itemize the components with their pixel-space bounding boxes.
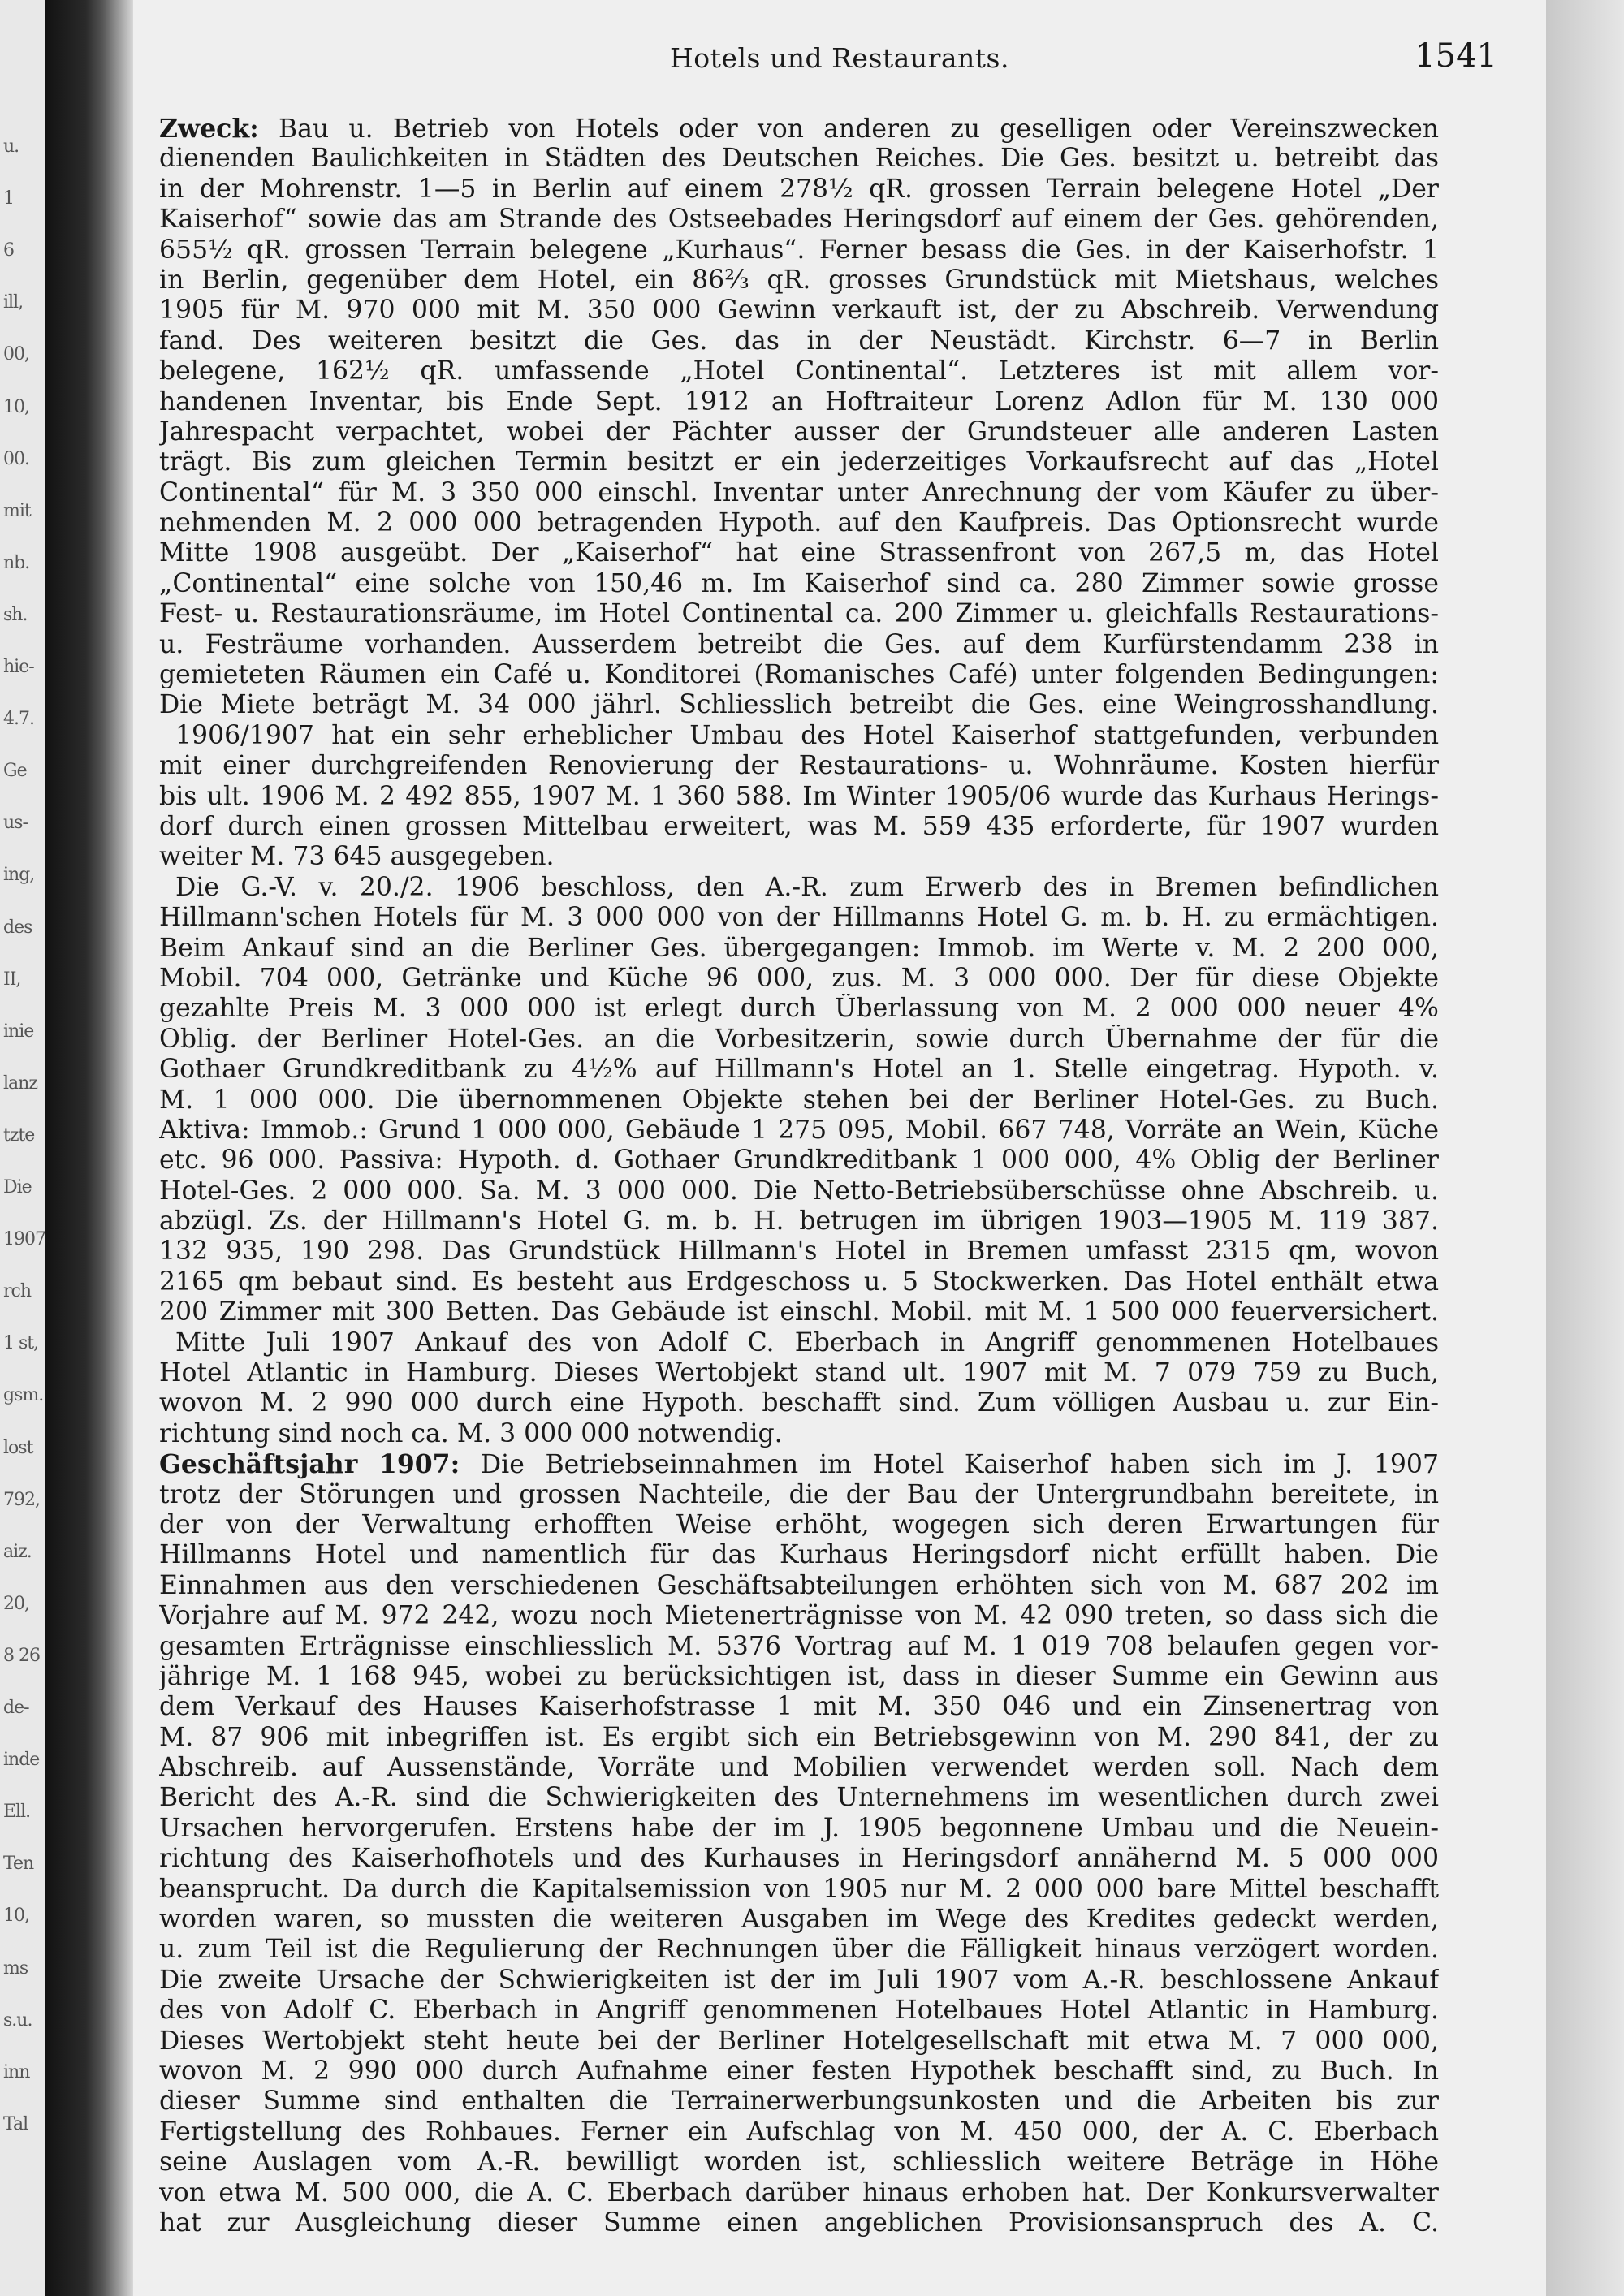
margin-fragment: 792, (3, 1489, 40, 1510)
line-text: Dieses Wertobjekt steht heute bei der Berliner Hotelgesellschaft mit etwa M. 7 000 000, (159, 2026, 1439, 2056)
line-text: Vorjahre auf M. 972 242, wozu noch Mietenerträgnisse von M. 42 090 treten, so dass sich die (159, 1601, 1439, 1631)
margin-fragment: inde (3, 1750, 40, 1771)
text-line (159, 751, 1439, 781)
margin-fragment: 00, (3, 344, 29, 365)
line-text: etc. 96 000. Passiva: Hypoth. d. Gothaer Grundkreditbank 1 000 000, 4% Oblig der Berliner (159, 1146, 1439, 1176)
line-text: Kaiserhof“ sowie das am Strande des Ostseebades Heringsdorf auf einem der Ges. gehörenden, (159, 205, 1439, 235)
line-text: seine Auslagen vom A.-R. bewilligt worden ist, schliesslich weitere Beträge in Höhe (159, 2147, 1439, 2177)
text-line (159, 296, 1439, 326)
text-line (159, 235, 1439, 265)
line-text: Die G.-V. v. 20./2. 1906 beschloss, den A.-R. zum Erwerb des in Bremen befindlichen (175, 872, 1439, 902)
margin-fragment: ill, (3, 292, 24, 313)
text-line (159, 690, 1439, 720)
line-text: Hillmanns Hotel und namentlich für das Kurhaus Heringsdorf nicht erfüllt haben. Die (159, 1540, 1439, 1570)
line-text: Einnahmen aus den verschiedenen Geschäftsabteilungen erhöhten sich von M. 687 202 im (159, 1570, 1439, 1600)
line-text: des von Adolf C. Eberbach in Angriff genommenen Hotelbaues Hotel Atlantic in Hamburg. (159, 1996, 1439, 2026)
text-line (159, 2056, 1439, 2087)
line-text: Abschreib. auf Aussenstände, Vorräte und Mobilien verwendet werden soll. Nach dem (159, 1753, 1439, 1783)
page-right-edge (1546, 0, 1624, 2296)
adjacent-page-margin (0, 0, 45, 2296)
line-text: M. 87 906 mit inbegriffen ist. Es ergibt sich ein Betriebsgewinn von M. 290 841, der zu (159, 1722, 1439, 1752)
text-line (159, 1146, 1439, 1176)
line-text: 2165 qm bebaut sind. Es besteht aus Erdgeschoss u. 5 Stockwerken. Das Hotel enthält etwa (159, 1267, 1439, 1297)
text-line (159, 842, 1439, 872)
text-line (159, 2178, 1439, 2208)
text-line (159, 1571, 1439, 1601)
line-text: dorf durch einen grossen Mittelbau erweitert, was M. 559 435 erforderte, für 1907 wurden (159, 811, 1439, 841)
text-line (159, 1966, 1439, 1996)
text-line (159, 599, 1439, 629)
margin-fragment: lanz (3, 1072, 37, 1094)
text-line (159, 1358, 1439, 1388)
text-line (159, 1085, 1439, 1116)
text-body (159, 114, 1439, 2238)
page-header (133, 34, 1546, 83)
line-text: richtung des Kaiserhofhotels und des Kurhauses in Heringsdorf annähernd M. 5 000 000 (159, 1844, 1439, 1874)
line-text: in der Mohrenstr. 1—5 in Berlin auf einem 278½ qR. grossen Terrain belegene Hotel „Der (159, 174, 1439, 204)
text-line (159, 721, 1439, 751)
line-text: Fest- u. Restaurationsräume, im Hotel Continental ca. 200 Zimmer u. gleichfalls Restaurations- (159, 599, 1439, 629)
margin-fragment: 20, (3, 1593, 29, 1614)
text-line (159, 1510, 1439, 1540)
line-text: fand. Des weiteren besitzt die Ges. das in der Neustädt. Kirchstr. 6—7 in Berlin (159, 326, 1439, 356)
text-line (159, 1844, 1439, 1874)
text-line (159, 994, 1439, 1024)
line-text: hat zur Ausgleichung dieser Summe einen angeblichen Provisionsanspruch des A. C. (159, 2208, 1439, 2238)
margin-fragment: 1 st, (3, 1333, 39, 1354)
margin-fragment: 8 26 (3, 1645, 40, 1666)
margin-fragment: hie- (3, 657, 34, 678)
margin-fragment: 1907 (3, 1229, 45, 1250)
margin-fragment: nb. (3, 552, 30, 573)
line-text: gemieteten Räumen ein Café u. Konditorei (Romanisches Café) unter folgenden Bedingungen: (159, 660, 1439, 690)
text-line (159, 478, 1439, 508)
text-line (159, 2147, 1439, 2177)
line-text: belegene, 162½ qR. umfassende „Hotel Continental“. Letzteres ist mit allem vor- (159, 356, 1439, 386)
line-text: Die Betriebseinnahmen im Hotel Kaiserhof haben sich im J. 1907 (460, 1450, 1439, 1480)
text-line (159, 1025, 1439, 1055)
text-line (159, 387, 1439, 417)
margin-fragment: de- (3, 1698, 29, 1719)
text-line (159, 1632, 1439, 1662)
line-text: Bau u. Betrieb von Hotels oder von anderen zu geselligen oder Vereinszwecken (258, 114, 1439, 144)
text-line (159, 538, 1439, 568)
text-line (159, 2087, 1439, 2117)
line-text: Mitte Juli 1907 Ankauf des von Adolf C. Eberbach in Angriff genommenen Hotelbaues (175, 1327, 1439, 1357)
text-line (159, 175, 1439, 205)
line-text: Gothaer Grundkreditbank zu 4½% auf Hillmann's Hotel an 1. Stelle eingetrag. Hypoth. v. (159, 1055, 1439, 1085)
text-line (159, 356, 1439, 386)
line-text: dieser Summe sind enthalten die Terrainerwerbungsunkosten und die Arbeiten bis zur (159, 2087, 1439, 2117)
text-line (159, 1662, 1439, 1692)
line-text: wovon M. 2 990 000 durch eine Hypoth. beschafft sind. Zum völligen Ausbau u. zur Ein- (159, 1388, 1439, 1418)
gutter-shadow (119, 0, 133, 2296)
line-text: Beim Ankauf sind an die Berliner Ges. übergegangen: Immob. im Werte v. M. 2 200 000, (159, 933, 1439, 963)
margin-fragment: tzte (3, 1124, 35, 1146)
margin-fragment: s.u. (3, 2009, 32, 2031)
text-line (159, 1388, 1439, 1418)
text-line (159, 934, 1439, 964)
line-text: trotz der Störungen und grossen Nachteile, die der Bau der Untergrundbahn bereitete, in (159, 1479, 1439, 1509)
text-line (159, 782, 1439, 812)
margin-fragment: us- (3, 813, 28, 834)
section-lead: Zweck: (159, 114, 259, 144)
text-line (159, 1601, 1439, 1631)
text-line (159, 114, 1439, 144)
line-text: der von der Verwaltung erhofften Weise erhöht, wogegen sich deren Erwartungen für (159, 1509, 1439, 1539)
text-line (159, 326, 1439, 356)
line-text: handenen Inventar, bis Ende Sept. 1912 an Hoftraiteur Lorenz Adlon für M. 130 000 (159, 386, 1439, 416)
line-text: weiter M. 73 645 ausgegeben. (159, 842, 555, 872)
line-text: mit einer durchgreifenden Renovierung der Restaurations- u. Wohnräume. Kosten hierfür (159, 751, 1439, 781)
line-text: 1906/1907 hat ein sehr erheblicher Umbau des Hotel Kaiserhof stattgefunden, verbunden (175, 720, 1439, 750)
text-line (159, 1328, 1439, 1358)
margin-fragment: aiz. (3, 1541, 32, 1562)
margin-fragment: inn (3, 2061, 30, 2082)
line-text: richtung sind noch ca. M. 3 000 000 notwendig. (159, 1418, 783, 1448)
text-line (159, 1753, 1439, 1783)
margin-fragment: mit (3, 500, 31, 521)
margin-fragment: 00. (3, 448, 29, 469)
text-line (159, 1935, 1439, 1965)
text-line (159, 1419, 1439, 1449)
text-line (159, 2117, 1439, 2147)
line-text: 655½ qR. grossen Terrain belegene „Kurhaus“. Ferner besass die Ges. in der Kaiserhofstr. 1 (159, 235, 1439, 265)
text-line (159, 660, 1439, 690)
text-line (159, 630, 1439, 660)
text-line (159, 1055, 1439, 1085)
margin-fragment: lost (3, 1437, 33, 1458)
line-text: dienenden Baulichkeiten in Städten des Deutschen Reiches. Die Ges. besitzt u. betreibt das (159, 144, 1439, 174)
line-text: nehmenden M. 2 000 000 betragenden Hypoth. auf den Kaufpreis. Das Optionsrecht wurde (159, 508, 1439, 538)
line-text: Ursachen hervorgerufen. Erstens habe der im J. 1905 begonnene Umbau und die Neuein- (159, 1813, 1439, 1843)
margin-fragment: ing, (3, 865, 35, 886)
text-line (159, 1480, 1439, 1510)
text-line (159, 873, 1439, 903)
line-text: Hotel-Ges. 2 000 000. Sa. M. 3 000 000. Die Netto-Betriebsüberschüsse ohne Abschreib. u. (159, 1176, 1439, 1206)
margin-fragment: Ten (3, 1854, 34, 1875)
line-text: abzügl. Zs. der Hillmann's Hotel G. m. b. H. betrugen im übrigen 1903—1905 M. 119 387. (159, 1206, 1439, 1236)
text-line (159, 1176, 1439, 1206)
text-line (159, 447, 1439, 477)
text-line (159, 1116, 1439, 1146)
line-text: „Continental“ eine solche von 150,46 m. Im Kaiserhof sind ca. 280 Zimmer sowie grosse (159, 568, 1439, 598)
margin-fragment: 1 (3, 188, 14, 209)
text-line (159, 1540, 1439, 1570)
line-text: Mitte 1908 ausgeübt. Der „Kaiserhof“ hat eine Strassenfront von 267,5 m, das Hotel (159, 538, 1439, 568)
line-text: Jahrespacht verpachtet, wobei der Pächter ausser der Grundsteuer alle anderen Lasten (159, 416, 1439, 447)
line-text: in Berlin, gegenüber dem Hotel, ein 86⅔ qR. grosses Grundstück mit Mietshaus, welches (159, 265, 1439, 295)
margin-fragment: ms (3, 1957, 28, 1979)
text-line (159, 903, 1439, 933)
line-text: beansprucht. Da durch die Kapitalsemission von 1905 nur M. 2 000 000 bare Mittel beschafft (159, 1874, 1439, 1904)
line-text: gesamten Erträgnisse einschliesslich M. 5376 Vortrag auf M. 1 019 708 belaufen gegen vor- (159, 1631, 1439, 1661)
line-text: von etwa M. 500 000, die A. C. Eberbach darüber hinaus erhoben hat. Der Konkursverwalter (159, 2177, 1439, 2208)
margin-fragment: u. (3, 136, 19, 157)
text-line (159, 1905, 1439, 1935)
margin-fragment: Die (3, 1177, 32, 1198)
line-text: u. zum Teil ist die Regulierung der Rechnungen über die Fälligkeit hinaus verzögert worden. (159, 1935, 1439, 1965)
line-text: Continental“ für M. 3 350 000 einschl. Inventar unter Anrechnung der vom Käufer zu über- (159, 477, 1439, 507)
margin-fragment: rch (3, 1281, 32, 1302)
text-line (159, 1206, 1439, 1236)
line-text: Oblig. der Berliner Hotel-Ges. an die Vorbesitzerin, sowie durch Übernahme der für die (159, 1024, 1439, 1054)
line-text: Die zweite Ursache der Schwierigkeiten ist der im Juli 1907 vom A.-R. beschlossene Ankauf (159, 1965, 1439, 1995)
margin-fragment: II, (3, 969, 21, 990)
line-text: dem Verkauf des Hauses Kaiserhofstrasse 1 mit M. 350 046 und ein Zinsenertrag von (159, 1692, 1439, 1722)
margin-fragment: gsm. (3, 1385, 44, 1406)
line-text: Hotel Atlantic in Hamburg. Dieses Wertobjekt stand ult. 1907 mit M. 7 079 759 zu Buch, (159, 1358, 1439, 1388)
page-number: 1541 (1415, 37, 1497, 75)
book-gutter (45, 0, 119, 2296)
line-text: Bericht des A.-R. sind die Schwierigkeiten des Unternehmens im wesentlichen durch zwei (159, 1783, 1439, 1813)
line-text: gezahlte Preis M. 3 000 000 ist erlegt durch Überlassung von M. 2 000 000 neuer 4% (159, 994, 1439, 1024)
text-line (159, 1236, 1439, 1267)
margin-fragment: 4.7. (3, 709, 34, 730)
text-line (159, 1723, 1439, 1753)
text-line (159, 1297, 1439, 1327)
line-text: trägt. Bis zum gleichen Termin besitzt er ein jederzeitiges Vorkaufsrecht auf das „Hotel (159, 447, 1439, 477)
line-text: 132 935, 190 298. Das Grundstück Hillmann's Hotel in Bremen umfasst 2315 qm, wovon (159, 1236, 1439, 1267)
text-line (159, 144, 1439, 174)
section-lead: Geschäftsjahr 1907: (159, 1449, 460, 1480)
margin-fragment: 10, (3, 1905, 29, 1927)
line-text: Aktiva: Immob.: Grund 1 000 000, Gebäude 1 275 095, Mobil. 667 748, Vorräte an Wein, Küche (159, 1115, 1439, 1145)
line-text: bis ult. 1906 M. 2 492 855, 1907 M. 1 360 588. Im Winter 1905/06 wurde das Kurhaus Herings- (159, 781, 1439, 811)
text-line (159, 964, 1439, 994)
text-line (159, 569, 1439, 599)
line-text: M. 1 000 000. Die übernommenen Objekte stehen bei der Berliner Hotel-Ges. zu Buch. (159, 1085, 1439, 1115)
margin-fragment: Ell. (3, 1802, 31, 1823)
line-text: jährige M. 1 168 945, wobei zu berücksichtigen ist, dass in dieser Summe ein Gewinn aus (159, 1661, 1439, 1691)
text-line (159, 1449, 1439, 1479)
margin-fragment: 6 (3, 240, 14, 261)
margin-fragment: 10, (3, 396, 29, 417)
line-text: Die Miete beträgt M. 34 000 jährl. Schliesslich betreibt die Ges. eine Weingrosshandlung. (159, 690, 1439, 720)
line-text: wovon M. 2 990 000 durch Aufnahme einer festen Hypothek beschafft sind, zu Buch. In (159, 2056, 1439, 2086)
text-line (159, 1692, 1439, 1722)
line-text: worden waren, so mussten die weiteren Ausgaben im Wege des Kredites gedeckt werden, (159, 1905, 1439, 1935)
text-line (159, 508, 1439, 538)
text-line (159, 2208, 1439, 2238)
text-line (159, 205, 1439, 235)
margin-fragment: des (3, 917, 32, 938)
text-line (159, 1875, 1439, 1905)
text-line (159, 1996, 1439, 2026)
text-line (159, 1814, 1439, 1844)
text-line (159, 265, 1439, 296)
text-line (159, 417, 1439, 447)
margin-fragment: sh. (3, 604, 28, 625)
margin-fragment: Tal (3, 2113, 28, 2134)
running-title: Hotels und Restaurants. (670, 42, 1009, 74)
line-text: 200 Zimmer mit 300 Betten. Das Gebäude ist einschl. Mobil. mit M. 1 500 000 feuerversichert. (159, 1297, 1439, 1327)
line-text: Mobil. 704 000, Getränke und Küche 96 000, zus. M. 3 000 000. Der für diese Objekte (159, 963, 1439, 993)
margin-fragment: inie (3, 1021, 34, 1042)
line-text: Hillmann'schen Hotels für M. 3 000 000 von der Hillmanns Hotel G. m. b. H. zu ermächtigen. (159, 903, 1439, 933)
line-text: 1905 für M. 970 000 mit M. 350 000 Gewinn verkauft ist, der zu Abschreib. Verwendung (159, 296, 1439, 326)
text-line (159, 2026, 1439, 2056)
text-line (159, 1267, 1439, 1297)
line-text: Fertigstellung des Rohbaues. Ferner ein Aufschlag von M. 450 000, der A. C. Eberbach (159, 2117, 1439, 2147)
text-line (159, 1783, 1439, 1813)
text-line (159, 812, 1439, 842)
line-text: u. Festräume vorhanden. Ausserdem betreibt die Ges. auf dem Kurfürstendamm 238 in (159, 629, 1439, 659)
margin-fragment: Ge (3, 761, 27, 782)
